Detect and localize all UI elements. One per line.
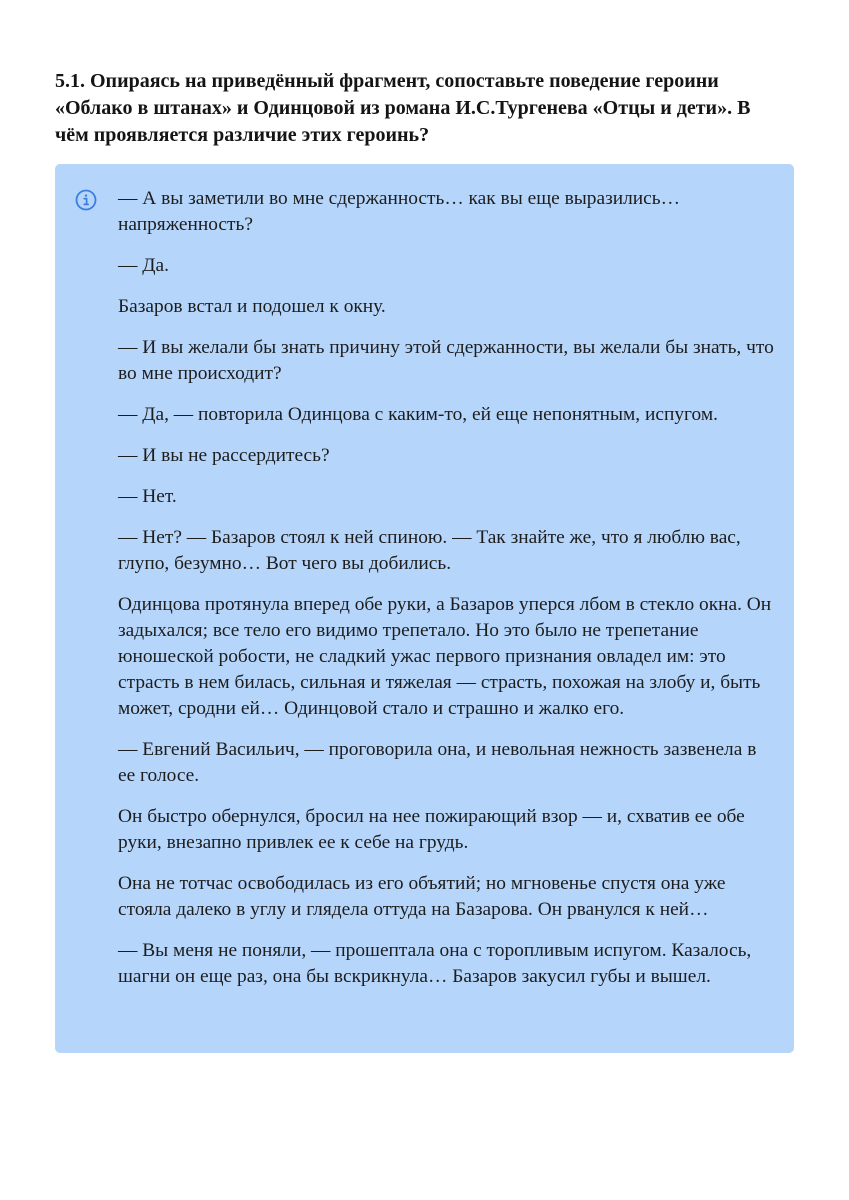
quote-paragraph: Она не тотчас освободилась из его объятий; но мгновенье спустя она уже стояла далеко в углу и глядела оттуда на Базарова. Он рванулся к ней…	[118, 873, 726, 920]
task-title: 5.1. Опираясь на приведённый фрагмент, сопоставьте поведение героини «Облако в штанах» и Одинцовой из романа И.С.Тургенева «Отцы и дети». В чём проявляется различие этих героинь?	[55, 70, 751, 146]
quote-paragraph: — Нет? — Базаров стоял к ней спиною. — Так знайте же, что я люблю вас, глупо, безумно… Вот чего вы добились.	[118, 527, 741, 574]
quote-paragraph: — Вы меня не поняли, — прошептала она с торопливым испугом. Казалось, шагни он еще раз, она бы вскрикнула… Базаров закусил губы и вышел.	[118, 940, 752, 987]
quote-paragraph: Базаров встал и подошел к окну.	[118, 296, 386, 317]
quote-paragraph: — А вы заметили во мне сдержанность… как вы еще выразились… напряженность?	[118, 188, 680, 235]
quote-paragraph: Он быстро обернулся, бросил на нее пожирающий взор — и, схватив ее обе руки, внезапно привлек ее к себе на грудь.	[118, 806, 745, 853]
quote-callout	[55, 164, 794, 1053]
quote-paragraph: — И вы желали бы знать причину этой сдержанности, вы желали бы знать, что во мне происходит?	[118, 337, 774, 384]
quote-paragraph: Одинцова протянула вперед обе руки, а Базаров уперся лбом в стекло окна. Он задыхался; все тело его видимо трепетало. Но это было не трепетание юношеской робости, не сладкий ужас первого признания овладел им: это страсть в нем билась, сильная и тяжелая — страсть, похожая на злобу и, быть может, сродни ей… Одинцовой стало и страшно и жалко его.	[118, 594, 772, 719]
quote-paragraph: — Да, — повторила Одинцова с каким-то, ей еще непонятным, испугом.	[118, 404, 718, 425]
quote-paragraph: — Да.	[118, 255, 169, 276]
quote-paragraph: — Нет.	[118, 486, 177, 507]
info-icon	[74, 188, 98, 212]
quote-paragraph: — Евгений Васильич, — проговорила она, и невольная нежность зазвенела в ее голосе.	[118, 739, 757, 786]
quote-text	[118, 186, 774, 990]
quote-paragraph: — И вы не рассердитесь?	[118, 445, 330, 466]
